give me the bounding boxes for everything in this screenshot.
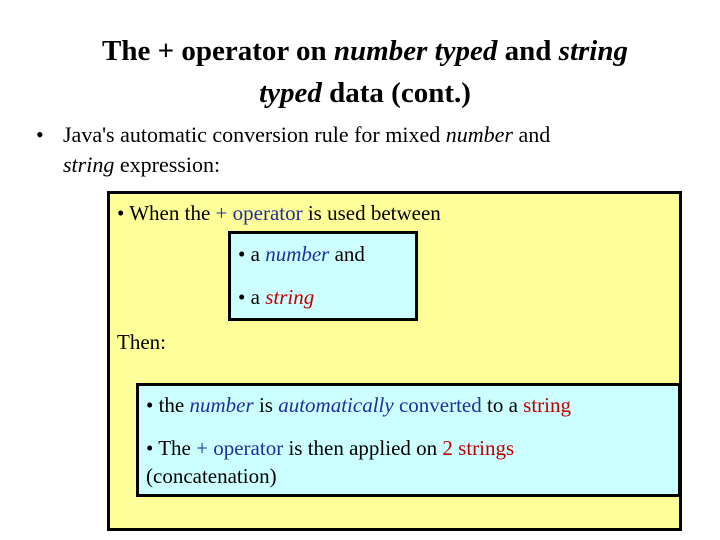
concatenation-line: (concatenation)	[146, 464, 277, 488]
text-segment: • a	[238, 285, 266, 309]
text-segment: • The	[146, 436, 197, 460]
conversion-line	[146, 391, 571, 419]
text-segment: • the	[146, 393, 190, 417]
text-segment: • a	[238, 242, 266, 266]
apply-line	[146, 434, 514, 462]
operands-box	[228, 231, 418, 321]
title-part: and	[497, 35, 559, 67]
title-emphasis: string	[558, 35, 628, 67]
title-part: The + operator on	[102, 35, 334, 67]
title-emphasis: typed	[259, 77, 322, 109]
string-term: string	[265, 285, 315, 309]
title-emphasis: number typed	[333, 35, 498, 67]
text-segment: is then applied on	[283, 436, 443, 460]
rule-box	[107, 191, 682, 531]
conversion-box	[136, 383, 681, 497]
bullet-part: and	[512, 122, 551, 147]
operand-number-line	[238, 240, 365, 268]
number-term: number	[189, 393, 254, 417]
text-segment: is	[253, 393, 279, 417]
number-term: number	[265, 242, 330, 266]
title-part: data (cont.)	[321, 77, 471, 109]
then-label: Then:	[117, 330, 166, 354]
operand-string-line	[238, 283, 314, 311]
bullet-emphasis: string	[63, 152, 115, 177]
bullet-part: Java's automatic conversion rule for mixed	[63, 122, 446, 147]
string-term: string	[523, 393, 571, 417]
text-segment: to a	[481, 393, 524, 417]
text-segment: and	[329, 242, 365, 266]
automatically-term: automatically	[278, 393, 394, 417]
bullet-emphasis: number	[445, 122, 513, 147]
bullet-dot: •	[36, 122, 44, 147]
strings-term: 2 strings	[442, 436, 515, 460]
operator-term: + operator	[215, 201, 303, 225]
operator-term: + operator	[196, 436, 284, 460]
bullet-part: expression:	[114, 152, 221, 177]
converted-term: converted	[393, 393, 482, 417]
text-segment: is used between	[302, 201, 441, 225]
main-bullet	[36, 120, 676, 180]
slide-title	[40, 30, 690, 114]
bullet-text	[36, 120, 676, 180]
rule-line-when	[117, 199, 441, 227]
text-segment: • When the	[117, 201, 216, 225]
